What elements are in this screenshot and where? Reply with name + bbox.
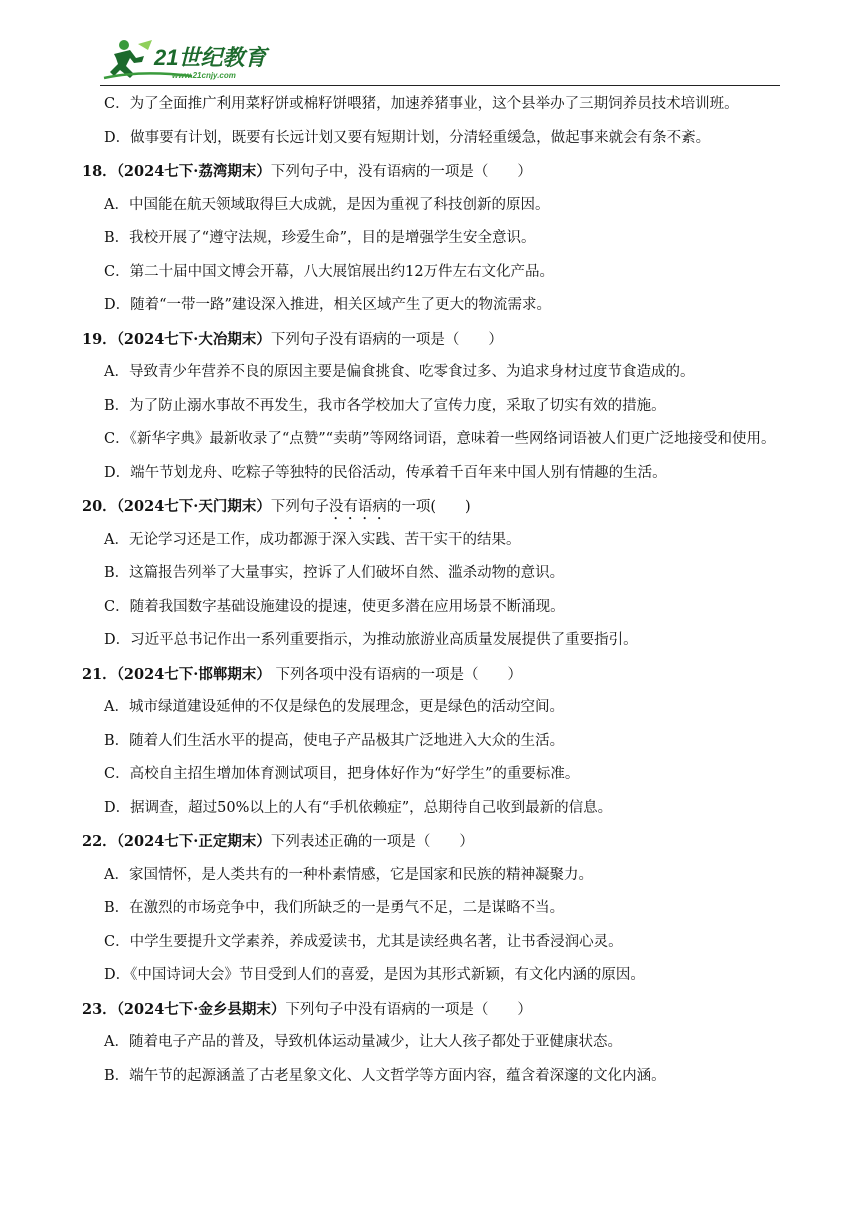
option-18-c: C．第二十届中国文博会开幕，八大展馆展出约12万件左右文化产品。 — [104, 263, 555, 280]
option-22-c: C．中学生要提升文学素养，养成爱读书，尤其是读经典名著，让书香浸润心灵。 — [104, 933, 623, 950]
question-stem-emphasis: 没有语病 — [328, 499, 387, 515]
question-number: 21． — [82, 665, 117, 683]
question-number: 20． — [82, 498, 117, 515]
option-22-a: A．家国情怀，是人类共有的一种朴素情感，它是国家和民族的精神凝聚力。 — [104, 866, 593, 883]
question-stem: 下列表述正确的一项是（ ） — [270, 834, 474, 850]
page-header — [100, 36, 780, 88]
question-stem: 下列句子中，没有语病的一项是（ ） — [270, 164, 532, 180]
option-21-d: D．据调查，超过50%以上的人有“手机依赖症”，总期待自己收到最新的信息。 — [104, 799, 613, 816]
option-18-b: B．我校开展了“遵守法规，珍爱生命”，目的是增强学生安全意识。 — [104, 230, 536, 246]
option-20-b: B．这篇报告列举了大量事实，控诉了人们破坏自然、滥杀动物的意识。 — [104, 565, 565, 581]
option-20-a: A．无论学习还是工作，成功都源于深入实践、苦干实干的结果。 — [104, 531, 521, 548]
question-source: （2024七下·荔湾期末） — [116, 163, 271, 180]
option-18-a: A．中国能在航天领域取得巨大成就，是因为重视了科技创新的原因。 — [104, 196, 550, 213]
option-22-d: D．《中国诗词大会》节目受到人们的喜爱，是因为其形式新颖，有文化内涵的原因。 — [104, 967, 645, 983]
question-stem: 下列句子没有语病的一项是（ ） — [270, 331, 503, 348]
option-17-c: C．为了全面推广利用菜籽饼或棉籽饼喂猪，加速养猪事业，这个县举办了三期饲养员技术培训班。 — [104, 96, 739, 112]
question-source: （2024七下·金乡县期末） — [116, 1000, 286, 1018]
question-stem: 下列各项中没有语病的一项是（ ） — [270, 666, 522, 683]
option-21-b: B．随着人们生活水平的提高，使电子产品极其广泛地进入大众的生活。 — [104, 732, 565, 749]
option-21-a: A．城市绿道建设延伸的不仅是绿色的发展理念，更是绿色的活动空间。 — [104, 699, 564, 715]
question-23 — [82, 993, 782, 1027]
option-23-b: B．端午节的起源涵盖了古老星象文化、人文哲学等方面内容，蕴含着深邃的文化内涵。 — [104, 1067, 666, 1084]
option-19-a: A．导致青少年营养不良的原因主要是偏食挑食、吃零食过多、为追求身材过度节食造成的。 — [104, 364, 695, 380]
option-19-d: D．端午节划龙舟、吃粽子等独特的民俗活动，传承着千百年来中国人别有情趣的生活。 — [104, 464, 667, 481]
svg-text:21世纪教育: 21世纪教育 — [154, 45, 267, 70]
question-source: （2024七下·正定期末） — [116, 833, 271, 850]
question-number: 23． — [82, 1000, 117, 1018]
option-22-b: B．在激烈的市场竞争中，我们所缺乏的一是勇气不足，二是谋略不当。 — [104, 900, 565, 916]
question-source: （2024七下·大冶期末） — [116, 330, 271, 348]
option-19-c: C．《新华字典》最新收录了“点赞”“卖萌”等网络词语，意味着一些网络词语被人们更广泛地接受和使用。 — [104, 431, 776, 447]
question-20 — [82, 490, 782, 524]
logo — [100, 36, 300, 86]
question-19 — [82, 323, 782, 357]
option-23-a: A．随着电子产品的普及，导致机体运动量减少，让大人孩子都处于亚健康状态。 — [104, 1034, 622, 1050]
question-18 — [82, 155, 782, 189]
question-22 — [82, 825, 782, 859]
option-19-b: B．为了防止溺水事故不再发生，我市各学校加大了宣传力度，采取了切实有效的措施。 — [104, 397, 666, 414]
question-list — [82, 88, 782, 1093]
question-source: （2024七下·天门期末） — [116, 498, 271, 515]
option-21-c: C．高校自主招生增加体育测试项目，把身体好作为“好学生”的重要标准。 — [104, 766, 580, 782]
question-21 — [82, 658, 782, 692]
option-20-d: D．习近平总书记作出一系列重要指示，为推动旅游业高质量发展提供了重要指引。 — [104, 632, 638, 648]
question-stem-pre: 下列句子 — [270, 499, 329, 515]
option-18-d: D．随着“一带一路”建设深入推进，相关区域产生了更大的物流需求。 — [104, 297, 551, 313]
svg-text:www.21cnjy.com: www.21cnjy.com — [172, 71, 236, 80]
question-stem-post: 的一项( ) — [386, 499, 471, 515]
option-20-c: C．随着我国数字基础设施建设的提速，使更多潜在应用场景不断涌现。 — [104, 598, 565, 615]
question-number: 18． — [82, 163, 117, 180]
option-17-d: D．做事要有计划，既要有长远计划又要有短期计划，分清轻重缓急，做起事来就会有条不紊。 — [104, 129, 711, 146]
question-number: 19． — [82, 330, 117, 348]
question-number: 22． — [82, 833, 117, 850]
question-stem: 下列句子中没有语病的一项是（ ） — [285, 1001, 532, 1018]
question-source: （2024七下·邯郸期末） — [116, 665, 271, 683]
header-rule — [100, 85, 780, 86]
